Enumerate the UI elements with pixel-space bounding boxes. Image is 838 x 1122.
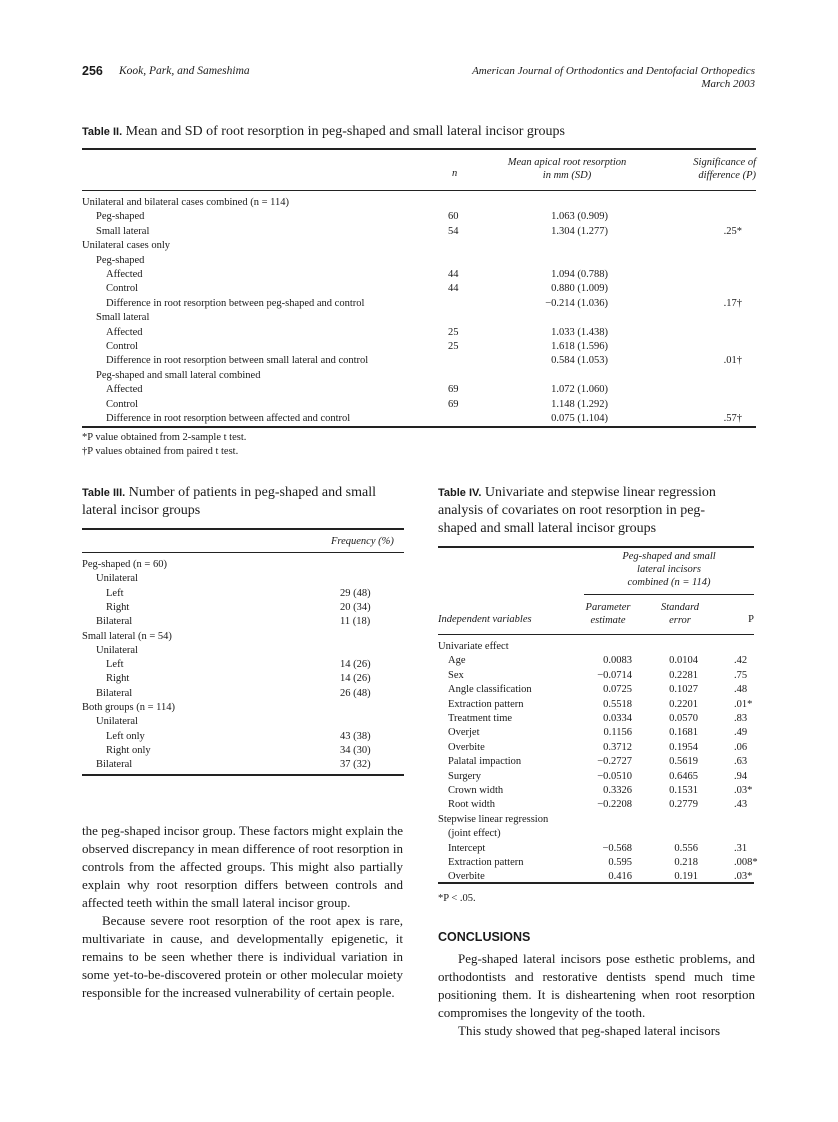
table-row <box>82 744 404 758</box>
cell-frequency: 14 (26) <box>340 673 371 685</box>
cell-p-value: .06 <box>734 741 748 753</box>
cell-p-value: .01* <box>734 698 753 710</box>
table-row <box>82 297 756 311</box>
conclusions-text <box>438 950 755 1040</box>
table-4-bottom-rule <box>438 882 754 884</box>
table-row <box>82 383 756 397</box>
table-row <box>82 254 756 268</box>
left-body-text <box>82 822 403 1002</box>
table-row <box>82 369 756 383</box>
table-4-footnote: *P < .05. <box>438 893 476 904</box>
table-row <box>438 669 754 683</box>
table-row <box>438 654 754 668</box>
conclusions-paragraph-2: This study showed that peg-shaped lateral incisors <box>458 1023 721 1038</box>
cell-std-error: 0.1954 <box>669 741 698 753</box>
row-label: Unilateral and bilateral cases combined (n = 114) <box>82 197 289 208</box>
table-row <box>438 798 754 812</box>
cell-mean: 1.148 (1.292) <box>551 398 608 410</box>
cell-frequency: 26 (48) <box>340 687 371 699</box>
table-4-header-se-line2: error <box>669 615 691 626</box>
cell-estimate: 0.0725 <box>603 684 632 696</box>
table-row <box>82 311 756 325</box>
table-2-header-sig-line2: difference (P) <box>698 170 756 181</box>
table-3-top-rule <box>82 528 404 530</box>
cell-estimate: −0.0714 <box>597 669 632 681</box>
row-label: Bilateral <box>96 616 133 628</box>
row-label: Sex <box>448 669 464 681</box>
cell-frequency: 20 (34) <box>340 601 371 613</box>
table-3-header-rule <box>82 552 404 553</box>
row-label: Overbite <box>448 741 485 753</box>
cell-significance: .25* <box>723 225 742 237</box>
cell-p-value: .63 <box>734 756 748 768</box>
cell-std-error: 0.0104 <box>669 655 698 667</box>
cell-mean: 0.075 (1.104) <box>551 413 608 424</box>
table-row <box>438 842 754 856</box>
journal-name: American Journal of Orthodontics and Dentofacial Orthopedics <box>472 65 755 77</box>
table-2-header-rule <box>82 190 756 191</box>
cell-std-error: 0.0570 <box>669 713 698 724</box>
row-label: Overjet <box>448 727 480 739</box>
table-4-header-param-line1: Parameter <box>585 602 631 613</box>
table-row <box>82 340 756 354</box>
cell-n: 44 <box>448 283 459 295</box>
table-4-group-line1: Peg-shaped and small <box>622 551 716 562</box>
cell-n: 25 <box>448 326 459 338</box>
table-4-header-param-line2: estimate <box>590 615 626 626</box>
row-label: Left only <box>106 730 145 742</box>
cell-std-error: 0.5619 <box>669 756 698 768</box>
cell-frequency: 34 (30) <box>340 744 371 756</box>
cell-frequency: 37 (32) <box>340 759 371 771</box>
table-3-bottom-rule <box>82 774 404 776</box>
table-4 <box>438 484 758 909</box>
table-3-header-freq: Frequency (%) <box>331 536 394 547</box>
row-label: Difference in root resorption between affected and control <box>106 413 351 424</box>
table-row <box>438 856 758 870</box>
row-label: Palatal impaction <box>448 756 522 768</box>
table-2-header-mean <box>482 156 652 182</box>
table-2-header-sig <box>646 156 756 182</box>
table-row <box>438 640 754 654</box>
table-row <box>82 225 756 239</box>
cell-estimate: 0.416 <box>608 871 632 883</box>
table-2-bottom-rule <box>82 426 756 428</box>
table-row <box>82 687 404 701</box>
cell-estimate: 0.0334 <box>603 713 632 724</box>
cell-mean: −0.214 (1.036) <box>545 297 608 309</box>
table-3-body <box>82 558 404 772</box>
row-label: Overbite <box>448 871 485 883</box>
row-label: Angle classification <box>448 684 532 696</box>
cell-std-error: 0.2201 <box>669 698 698 710</box>
cell-estimate: 0.3326 <box>603 785 632 796</box>
table-4-group-rule <box>584 594 754 595</box>
row-label: Stepwise linear regression <box>438 813 549 825</box>
row-label: Unilateral cases only <box>82 240 171 252</box>
cell-estimate: −0.568 <box>602 842 632 854</box>
left-paragraph-2: Because severe root resorption of the root apex is rare, multivariate in cause, and developmentally epigenetic, it remains to be seen whether there is individual variation in some yet-to-be-discovered protein or other molecular moiety responsible for the increased vulnerability of certain people. <box>82 913 403 1000</box>
table-row <box>438 712 754 726</box>
cell-p-value: .03* <box>734 871 753 883</box>
table-3-caption <box>82 484 376 520</box>
running-header <box>82 64 755 94</box>
row-label: Small lateral <box>96 312 150 324</box>
cell-mean: 1.072 (1.060) <box>551 384 608 396</box>
table-3-title-line1: Number of patients in peg-shaped and small <box>128 485 376 500</box>
row-label: Univariate effect <box>438 641 509 652</box>
table-3 <box>82 484 404 784</box>
table-4-title-line1: Univariate and stepwise linear regression <box>484 485 716 500</box>
table-4-header-param <box>578 601 638 627</box>
row-label: Root width <box>448 799 495 811</box>
table-2-footnote-2: †P values obtained from paired t test. <box>82 446 239 457</box>
row-label: Unilateral <box>96 573 138 585</box>
table-4-top-rule <box>438 546 754 548</box>
table-row <box>82 644 404 658</box>
row-label: (joint effect) <box>448 828 501 840</box>
row-label: Left <box>106 587 124 599</box>
row-label: Left <box>106 659 124 671</box>
cell-std-error: 0.2281 <box>669 669 698 681</box>
cell-p-value: .03* <box>734 785 753 796</box>
cell-std-error: 0.6465 <box>669 770 698 782</box>
table-row <box>82 326 756 340</box>
table-2-footnote-1: *P value obtained from 2-sample t test. <box>82 432 247 443</box>
table-row <box>82 210 756 224</box>
cell-p-value: .75 <box>734 669 748 681</box>
table-row <box>82 398 756 412</box>
cell-p-value: .94 <box>734 770 748 782</box>
row-label: Small lateral (n = 54) <box>82 630 172 642</box>
cell-estimate: −0.0510 <box>597 770 632 782</box>
row-label: Age <box>448 655 466 667</box>
table-row <box>438 784 754 798</box>
row-label: Control <box>106 341 139 352</box>
table-4-title-line2: analysis of covariates on root resorption in peg- <box>438 503 706 518</box>
table-row <box>82 672 404 686</box>
table-row <box>438 683 754 697</box>
row-label: Unilateral <box>96 644 138 656</box>
row-label: Peg-shaped and small lateral combined <box>96 369 261 381</box>
cell-n: 60 <box>448 211 459 223</box>
row-label: Bilateral <box>96 687 133 699</box>
table-3-title-line2: lateral incisor groups <box>82 503 201 518</box>
table-4-group-line2: lateral incisors <box>637 564 701 575</box>
cell-mean: 1.304 (1.277) <box>551 225 608 237</box>
table-2-header-mean-line2: in mm (SD) <box>542 170 592 181</box>
row-label: Control <box>106 283 139 295</box>
table-4-header-p: P <box>748 614 754 625</box>
table-row <box>82 658 404 672</box>
row-label: Control <box>106 398 139 410</box>
cell-estimate: −0.2727 <box>597 756 632 768</box>
row-label: Peg-shaped <box>96 254 145 266</box>
row-label: Surgery <box>448 770 482 782</box>
table-row <box>82 601 404 615</box>
table-row <box>438 755 754 769</box>
cell-n: 44 <box>448 269 459 280</box>
row-label: Extraction pattern <box>448 857 524 868</box>
cell-mean: 1.618 (1.596) <box>551 341 608 352</box>
cell-frequency: 29 (48) <box>340 587 371 599</box>
cell-mean: 0.584 (1.053) <box>551 355 608 367</box>
table-2-header-n: n <box>452 168 458 179</box>
row-label: Intercept <box>448 842 486 854</box>
table-row <box>82 239 756 253</box>
cell-n: 25 <box>448 341 459 352</box>
table-2-top-rule <box>82 148 756 150</box>
cell-estimate: 0.5518 <box>603 698 632 710</box>
table-4-group-header <box>584 550 754 589</box>
cell-estimate: 0.1156 <box>603 727 632 739</box>
table-row <box>438 726 754 740</box>
table-row <box>82 758 404 772</box>
table-row <box>82 715 404 729</box>
cell-significance: .17† <box>723 297 742 309</box>
table-row <box>82 412 756 426</box>
table-row <box>82 354 756 368</box>
table-4-header-var: Independent variables <box>438 614 532 625</box>
cell-std-error: 0.556 <box>674 842 698 854</box>
row-label: Affected <box>106 269 143 280</box>
table-3-label: Table III. <box>82 487 126 499</box>
row-label: Right only <box>106 744 151 756</box>
row-label: Crown width <box>448 785 504 796</box>
cell-n: 69 <box>448 384 459 396</box>
table-row <box>82 730 404 744</box>
table-row <box>82 268 756 282</box>
table-row <box>82 196 756 210</box>
row-label: Affected <box>106 326 143 338</box>
cell-mean: 1.033 (1.438) <box>551 326 608 338</box>
table-row <box>82 615 404 629</box>
row-label: Peg-shaped <box>96 211 145 223</box>
cell-frequency: 11 (18) <box>340 616 371 628</box>
cell-std-error: 0.1531 <box>669 785 698 796</box>
table-row <box>438 813 754 827</box>
table-row <box>82 282 756 296</box>
cell-p-value: .008* <box>734 857 758 868</box>
table-4-header-se-line1: Standard <box>660 602 700 613</box>
table-4-caption <box>438 484 716 538</box>
cell-p-value: .31 <box>734 842 748 854</box>
cell-p-value: .83 <box>734 713 748 724</box>
cell-std-error: 0.1681 <box>669 727 698 739</box>
row-label: Bilateral <box>96 759 133 771</box>
cell-significance: .57† <box>723 413 742 424</box>
cell-p-value: .49 <box>734 727 748 739</box>
row-label: Unilateral <box>96 716 138 728</box>
cell-estimate: 0.595 <box>608 857 632 868</box>
cell-std-error: 0.191 <box>674 871 698 883</box>
cell-p-value: .42 <box>734 655 748 667</box>
cell-std-error: 0.1027 <box>669 684 698 696</box>
table-2-body <box>82 196 756 426</box>
conclusions-paragraph-1: Peg-shaped lateral incisors pose esthetic problems, and orthodontists and restorative dentists spend much time positioning them. It is disheartening when root resorption compromises the longevity of the tooth. <box>438 951 755 1020</box>
table-4-body <box>438 640 758 886</box>
row-label: Treatment time <box>448 713 513 724</box>
row-label: Peg-shaped (n = 60) <box>82 559 167 570</box>
table-row <box>82 587 404 601</box>
cell-frequency: 14 (26) <box>340 659 371 671</box>
table-row <box>438 770 754 784</box>
table-2 <box>82 124 756 464</box>
row-label: Affected <box>106 384 143 396</box>
table-row <box>82 701 404 715</box>
cell-p-value: .43 <box>734 799 748 811</box>
cell-significance: .01† <box>723 355 742 367</box>
cell-n: 69 <box>448 398 459 410</box>
table-4-title-line3: shaped and small lateral incisor groups <box>438 521 657 536</box>
row-label: Extraction pattern <box>448 698 524 710</box>
table-4-header-se <box>650 601 710 627</box>
page-number: 256 <box>82 64 103 78</box>
cell-mean: 1.094 (0.788) <box>551 269 608 280</box>
table-2-header-mean-line1: Mean apical root resorption <box>507 157 627 168</box>
table-row <box>438 827 754 841</box>
table-4-group-line3: combined (n = 114) <box>627 577 711 588</box>
table-2-header-sig-line1: Significance of <box>693 157 756 168</box>
cell-frequency: 43 (38) <box>340 730 371 742</box>
table-row <box>438 741 754 755</box>
cell-mean: 1.063 (0.909) <box>551 211 608 223</box>
table-4-label: Table IV. <box>438 487 482 499</box>
table-2-title: Mean and SD of root resorption in peg-shaped and small lateral incisor groups <box>125 124 565 139</box>
left-paragraph-1: the peg-shaped incisor group. These factors might explain the observed discrepancy in mean difference of root resorption in controls from the affected groups. This might also partially explain why root resorption differs between controls and affected teeth within the small lateral incisor group. <box>82 823 403 910</box>
cell-n: 54 <box>448 225 459 237</box>
cell-estimate: 0.3712 <box>603 741 632 753</box>
row-label: Difference in root resorption between small lateral and control <box>106 355 369 367</box>
table-row <box>82 572 404 586</box>
cell-estimate: −0.2208 <box>597 799 632 811</box>
row-label: Right <box>106 673 130 685</box>
cell-std-error: 0.218 <box>674 857 698 868</box>
table-4-header-rule <box>438 634 754 635</box>
row-label: Both groups (n = 114) <box>82 702 176 713</box>
conclusions-heading: CONCLUSIONS <box>438 930 531 944</box>
table-row <box>438 698 754 712</box>
author-line: Kook, Park, and Sameshima <box>119 65 250 77</box>
cell-mean: 0.880 (1.009) <box>551 283 608 295</box>
issue-date: March 2003 <box>701 78 755 90</box>
table-row <box>82 558 404 572</box>
table-row <box>82 630 404 644</box>
row-label: Difference in root resorption between peg-shaped and control <box>106 297 365 309</box>
cell-estimate: 0.0083 <box>603 655 632 667</box>
cell-std-error: 0.2779 <box>669 799 698 811</box>
table-2-label: Table II. <box>82 126 123 138</box>
row-label: Small lateral <box>96 225 150 237</box>
cell-p-value: .48 <box>734 684 748 696</box>
row-label: Right <box>106 601 130 613</box>
table-2-caption <box>82 124 565 140</box>
